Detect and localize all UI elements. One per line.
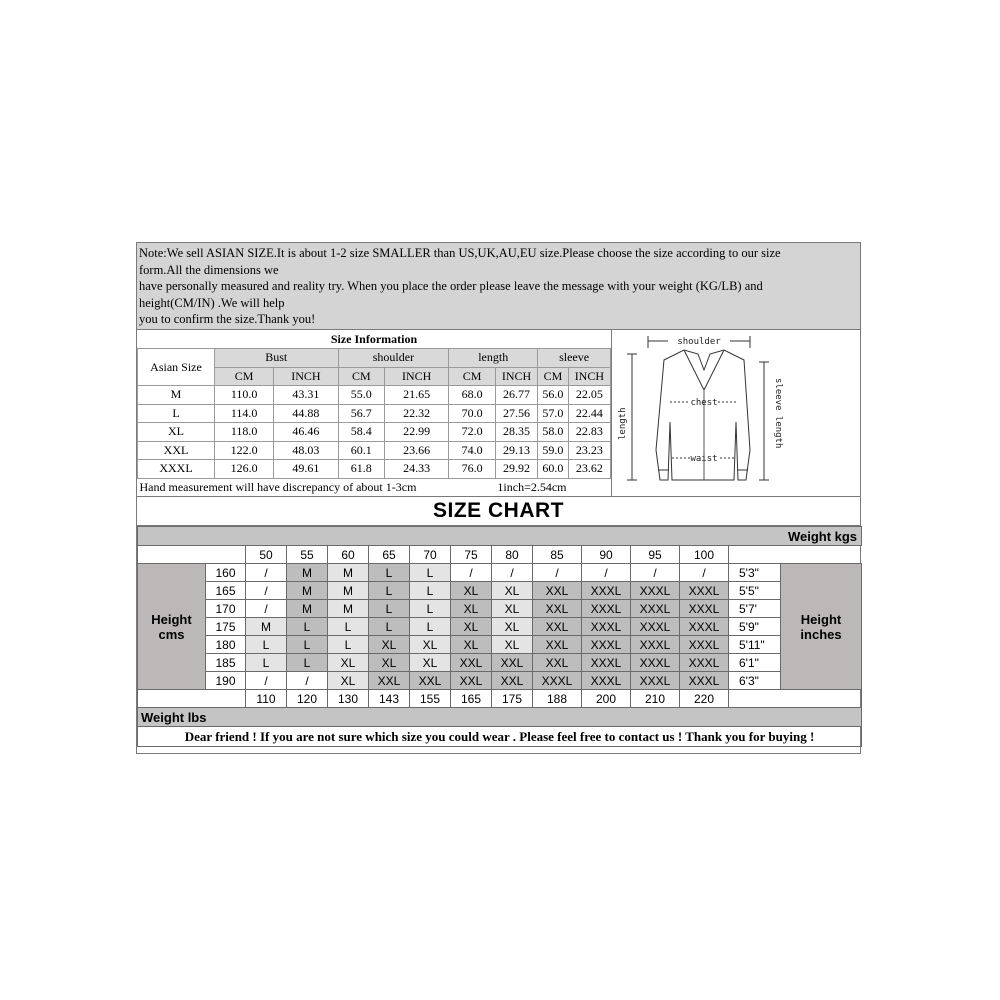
weight-kg-header: 65	[369, 546, 410, 564]
measurement-cell: 23.66	[385, 441, 449, 460]
measurement-cell: 48.03	[274, 441, 338, 460]
weight-kg-header: 55	[287, 546, 328, 564]
size-recommendation-cell: XXL	[369, 672, 410, 690]
measurement-cell: 23.23	[568, 441, 610, 460]
size-recommendation-cell: XL	[328, 672, 369, 690]
unit-header: CM	[538, 367, 569, 386]
size-recommendation-cell: XL	[369, 636, 410, 654]
size-recommendation-cell: XXL	[451, 654, 492, 672]
group-header-length: length	[449, 349, 538, 368]
measurement-cell: 58.0	[538, 423, 569, 442]
size-recommendation-cell: L	[410, 618, 451, 636]
measurement-cell: 46.46	[274, 423, 338, 442]
height-cm-value: 180	[206, 636, 246, 654]
note-line: height(CM/IN) .We will help	[139, 295, 285, 310]
size-chart-title: SIZE CHART	[137, 497, 860, 526]
weight-lbs-value: 220	[680, 690, 729, 708]
weight-lbs-value: 165	[451, 690, 492, 708]
size-recommendation-cell: XXXL	[631, 600, 680, 618]
size-recommendation-cell: XXL	[533, 654, 582, 672]
size-recommendation-cell: XL	[410, 654, 451, 672]
asian-size-header: Asian Size	[138, 349, 215, 386]
size-recommendation-cell: L	[246, 636, 287, 654]
waist-label: waist	[690, 454, 718, 464]
size-recommendation-cell: XXXL	[631, 636, 680, 654]
size-label: XL	[138, 423, 215, 442]
size-label: M	[138, 386, 215, 405]
size-recommendation-cell: XXXL	[582, 636, 631, 654]
measurement-cell: 27.56	[495, 404, 537, 423]
size-recommendation-cell: XXXL	[582, 582, 631, 600]
weight-kg-header: 60	[328, 546, 369, 564]
blank-cell	[729, 546, 862, 564]
size-recommendation-cell: XXL	[533, 582, 582, 600]
measurement-cell: 59.0	[538, 441, 569, 460]
measurement-cell: 26.77	[495, 386, 537, 405]
size-recommendation-cell: M	[287, 600, 328, 618]
size-recommendation-cell: L	[410, 564, 451, 582]
size-recommendation-cell: XXXL	[631, 654, 680, 672]
size-chart-grid	[137, 526, 860, 754]
weight-lbs-value: 130	[328, 690, 369, 708]
size-recommendation-cell: /	[246, 672, 287, 690]
size-recommendation-cell: XL	[328, 654, 369, 672]
group-header-shoulder: shoulder	[338, 349, 449, 368]
measurement-cell: 44.88	[274, 404, 338, 423]
size-guide-sheet	[136, 242, 861, 754]
unit-header: INCH	[274, 367, 338, 386]
contact-footer: Dear friend ! If you are not sure which size you could wear . Please feel free to contact us ! Thank you for buying !	[138, 727, 862, 747]
size-recommendation-cell: XXXL	[533, 672, 582, 690]
size-recommendation-cell: M	[328, 564, 369, 582]
size-recommendation-cell: XXXL	[631, 618, 680, 636]
size-recommendation-cell: XXXL	[582, 654, 631, 672]
size-row	[138, 441, 611, 460]
measurement-cell: 29.13	[495, 441, 537, 460]
size-recommendation-cell: M	[246, 618, 287, 636]
weight-lbs-value: 143	[369, 690, 410, 708]
size-recommendation-cell: XXXL	[680, 672, 729, 690]
note-line: you to confirm the size.Thank you!	[139, 312, 316, 326]
weight-lbs-value: 110	[246, 690, 287, 708]
weight-kg-header: 90	[582, 546, 631, 564]
size-row	[138, 404, 611, 423]
height-cm-value: 165	[206, 582, 246, 600]
height-cm-value: 175	[206, 618, 246, 636]
note-line: Note:We sell ASIAN SIZE.It is about 1-2 size SMALLER than US,UK,AU,EU size.Please choose the size according to our size	[139, 246, 781, 260]
measurement-cell: 43.31	[274, 386, 338, 405]
height-cms-label: Height cms	[138, 564, 206, 690]
size-recommendation-cell: XXL	[492, 654, 533, 672]
size-recommendation-cell: M	[287, 564, 328, 582]
weight-lbs-value: 210	[631, 690, 680, 708]
unit-header: CM	[338, 367, 385, 386]
weight-lbs-label: Weight lbs	[138, 708, 862, 727]
size-recommendation-cell: XXL	[533, 618, 582, 636]
measurement-cell: 22.99	[385, 423, 449, 442]
size-recommendation-cell: XXXL	[582, 600, 631, 618]
measurement-cell: 122.0	[215, 441, 274, 460]
group-header-bust: Bust	[215, 349, 339, 368]
size-label: L	[138, 404, 215, 423]
size-recommendation-cell: XXXL	[680, 636, 729, 654]
length-label: length	[618, 407, 628, 440]
chart-row	[138, 654, 862, 672]
measurement-cell: 118.0	[215, 423, 274, 442]
size-label: XXL	[138, 441, 215, 460]
size-label: XXXL	[138, 460, 215, 479]
size-recommendation-cell: XL	[492, 618, 533, 636]
size-recommendation-cell: XXXL	[582, 618, 631, 636]
size-note	[137, 243, 860, 330]
chart-row	[138, 636, 862, 654]
chest-label: chest	[690, 398, 718, 408]
height-inch-value: 5'9"	[729, 618, 781, 636]
height-cm-value: 160	[206, 564, 246, 582]
size-recommendation-cell: XXXL	[582, 672, 631, 690]
size-recommendation-cell: /	[533, 564, 582, 582]
chart-row	[138, 564, 862, 582]
unit-header: CM	[215, 367, 274, 386]
height-inches-label: Height inches	[781, 564, 862, 690]
size-recommendation-cell: L	[369, 582, 410, 600]
measurement-cell: 56.0	[538, 386, 569, 405]
size-recommendation-cell: L	[410, 582, 451, 600]
shirt-measurement-diagram	[611, 330, 860, 496]
height-cm-value: 170	[206, 600, 246, 618]
weight-lbs-value: 188	[533, 690, 582, 708]
size-recommendation-cell: /	[246, 564, 287, 582]
measurement-cell: 74.0	[449, 441, 496, 460]
size-recommendation-cell: XL	[492, 600, 533, 618]
height-inch-value: 6'1"	[729, 654, 781, 672]
weight-kg-header: 75	[451, 546, 492, 564]
measurement-cell: 29.92	[495, 460, 537, 479]
size-recommendation-cell: M	[328, 600, 369, 618]
size-recommendation-cell: L	[287, 618, 328, 636]
size-recommendation-cell: L	[328, 636, 369, 654]
size-recommendation-cell: XL	[451, 582, 492, 600]
measurement-cell: 58.4	[338, 423, 385, 442]
size-recommendation-cell: /	[246, 582, 287, 600]
weight-kg-header: 100	[680, 546, 729, 564]
chart-row	[138, 582, 862, 600]
weight-kg-header: 95	[631, 546, 680, 564]
size-chart	[137, 496, 860, 754]
chart-row	[138, 600, 862, 618]
size-recommendation-cell: M	[328, 582, 369, 600]
size-row	[138, 460, 611, 479]
height-inch-value: 5'5"	[729, 582, 781, 600]
height-inch-value: 6'3"	[729, 672, 781, 690]
size-recommendation-cell: XXL	[451, 672, 492, 690]
chart-row	[138, 672, 862, 690]
size-recommendation-cell: XL	[492, 636, 533, 654]
shoulder-label: shoulder	[677, 337, 721, 347]
measurement-cell: 114.0	[215, 404, 274, 423]
measurement-cell: 24.33	[385, 460, 449, 479]
size-recommendation-cell: XXL	[410, 672, 451, 690]
height-inch-value: 5'3"	[729, 564, 781, 582]
size-recommendation-cell: /	[451, 564, 492, 582]
measurement-disclaimer: Hand measurement will have discrepancy of about 1-3cm	[138, 478, 496, 496]
size-recommendation-cell: L	[328, 618, 369, 636]
size-info-caption: Size Information	[138, 330, 611, 349]
weight-kg-header: 70	[410, 546, 451, 564]
note-line: form.All the dimensions we	[139, 262, 279, 277]
weight-lbs-value: 175	[492, 690, 533, 708]
size-recommendation-cell: XXXL	[680, 600, 729, 618]
size-recommendation-cell: XL	[451, 618, 492, 636]
height-cm-value: 190	[206, 672, 246, 690]
measurement-cell: 60.1	[338, 441, 385, 460]
unit-header: CM	[449, 367, 496, 386]
blank-cell	[729, 690, 862, 708]
size-recommendation-cell: L	[287, 654, 328, 672]
measurement-cell: 72.0	[449, 423, 496, 442]
measurement-cell: 61.8	[338, 460, 385, 479]
measurement-cell: 76.0	[449, 460, 496, 479]
measurement-cell: 23.62	[568, 460, 610, 479]
measurement-cell: 49.61	[274, 460, 338, 479]
sleeve-length-label: sleeve length	[773, 378, 783, 449]
size-recommendation-cell: XXL	[533, 600, 582, 618]
size-recommendation-cell: L	[287, 636, 328, 654]
unit-header: INCH	[385, 367, 449, 386]
height-inch-value: 5'11"	[729, 636, 781, 654]
weight-kg-header: 80	[492, 546, 533, 564]
size-row	[138, 423, 611, 442]
weight-kgs-label: Weight kgs	[138, 527, 862, 546]
measurement-cell: 22.83	[568, 423, 610, 442]
size-recommendation-cell: M	[287, 582, 328, 600]
size-recommendation-cell: XL	[410, 636, 451, 654]
size-recommendation-cell: /	[582, 564, 631, 582]
measurement-cell: 22.05	[568, 386, 610, 405]
height-cm-value: 185	[206, 654, 246, 672]
shirt-diagram-svg	[612, 330, 860, 496]
note-line: have personally measured and reality try. When you place the order please leave the message with your weight (KG/LB) and	[139, 279, 763, 293]
size-recommendation-cell: XXXL	[631, 672, 680, 690]
measurement-cell: 60.0	[538, 460, 569, 479]
weight-kg-header: 85	[533, 546, 582, 564]
chart-row	[138, 618, 862, 636]
measurement-cell: 56.7	[338, 404, 385, 423]
measurement-cell: 68.0	[449, 386, 496, 405]
unit-header: INCH	[495, 367, 537, 386]
weight-lbs-value: 120	[287, 690, 328, 708]
size-recommendation-cell: XXL	[533, 636, 582, 654]
size-recommendation-cell: L	[410, 600, 451, 618]
height-inch-value: 5'7'	[729, 600, 781, 618]
size-recommendation-cell: XL	[492, 582, 533, 600]
measurement-cell: 70.0	[449, 404, 496, 423]
size-information-table	[137, 330, 611, 496]
size-recommendation-cell: XL	[451, 600, 492, 618]
size-recommendation-cell: /	[631, 564, 680, 582]
size-recommendation-cell: XL	[451, 636, 492, 654]
measurement-cell: 22.44	[568, 404, 610, 423]
size-recommendation-cell: /	[287, 672, 328, 690]
weight-lbs-value: 200	[582, 690, 631, 708]
size-recommendation-cell: /	[680, 564, 729, 582]
blank-cell	[138, 690, 246, 708]
measurement-cell: 110.0	[215, 386, 274, 405]
measurement-cell: 21.65	[385, 386, 449, 405]
size-recommendation-cell: XXXL	[680, 654, 729, 672]
blank-cell	[138, 546, 246, 564]
unit-header: INCH	[568, 367, 610, 386]
size-recommendation-cell: XXXL	[680, 618, 729, 636]
measurement-cell: 126.0	[215, 460, 274, 479]
size-recommendation-cell: XXL	[492, 672, 533, 690]
size-recommendation-cell: XXXL	[631, 582, 680, 600]
size-recommendation-cell: L	[246, 654, 287, 672]
size-recommendation-cell: XL	[369, 654, 410, 672]
weight-lbs-value: 155	[410, 690, 451, 708]
size-recommendation-cell: L	[369, 600, 410, 618]
size-recommendation-cell: /	[246, 600, 287, 618]
size-recommendation-cell: L	[369, 618, 410, 636]
weight-kg-header: 50	[246, 546, 287, 564]
inch-conversion: 1inch=2.54cm	[495, 478, 610, 496]
group-header-sleeve: sleeve	[538, 349, 611, 368]
size-row	[138, 386, 611, 405]
size-recommendation-cell: L	[369, 564, 410, 582]
size-recommendation-cell: /	[492, 564, 533, 582]
measurement-cell: 22.32	[385, 404, 449, 423]
measurement-cell: 55.0	[338, 386, 385, 405]
measurement-cell: 57.0	[538, 404, 569, 423]
size-recommendation-cell: XXXL	[680, 582, 729, 600]
measurement-cell: 28.35	[495, 423, 537, 442]
